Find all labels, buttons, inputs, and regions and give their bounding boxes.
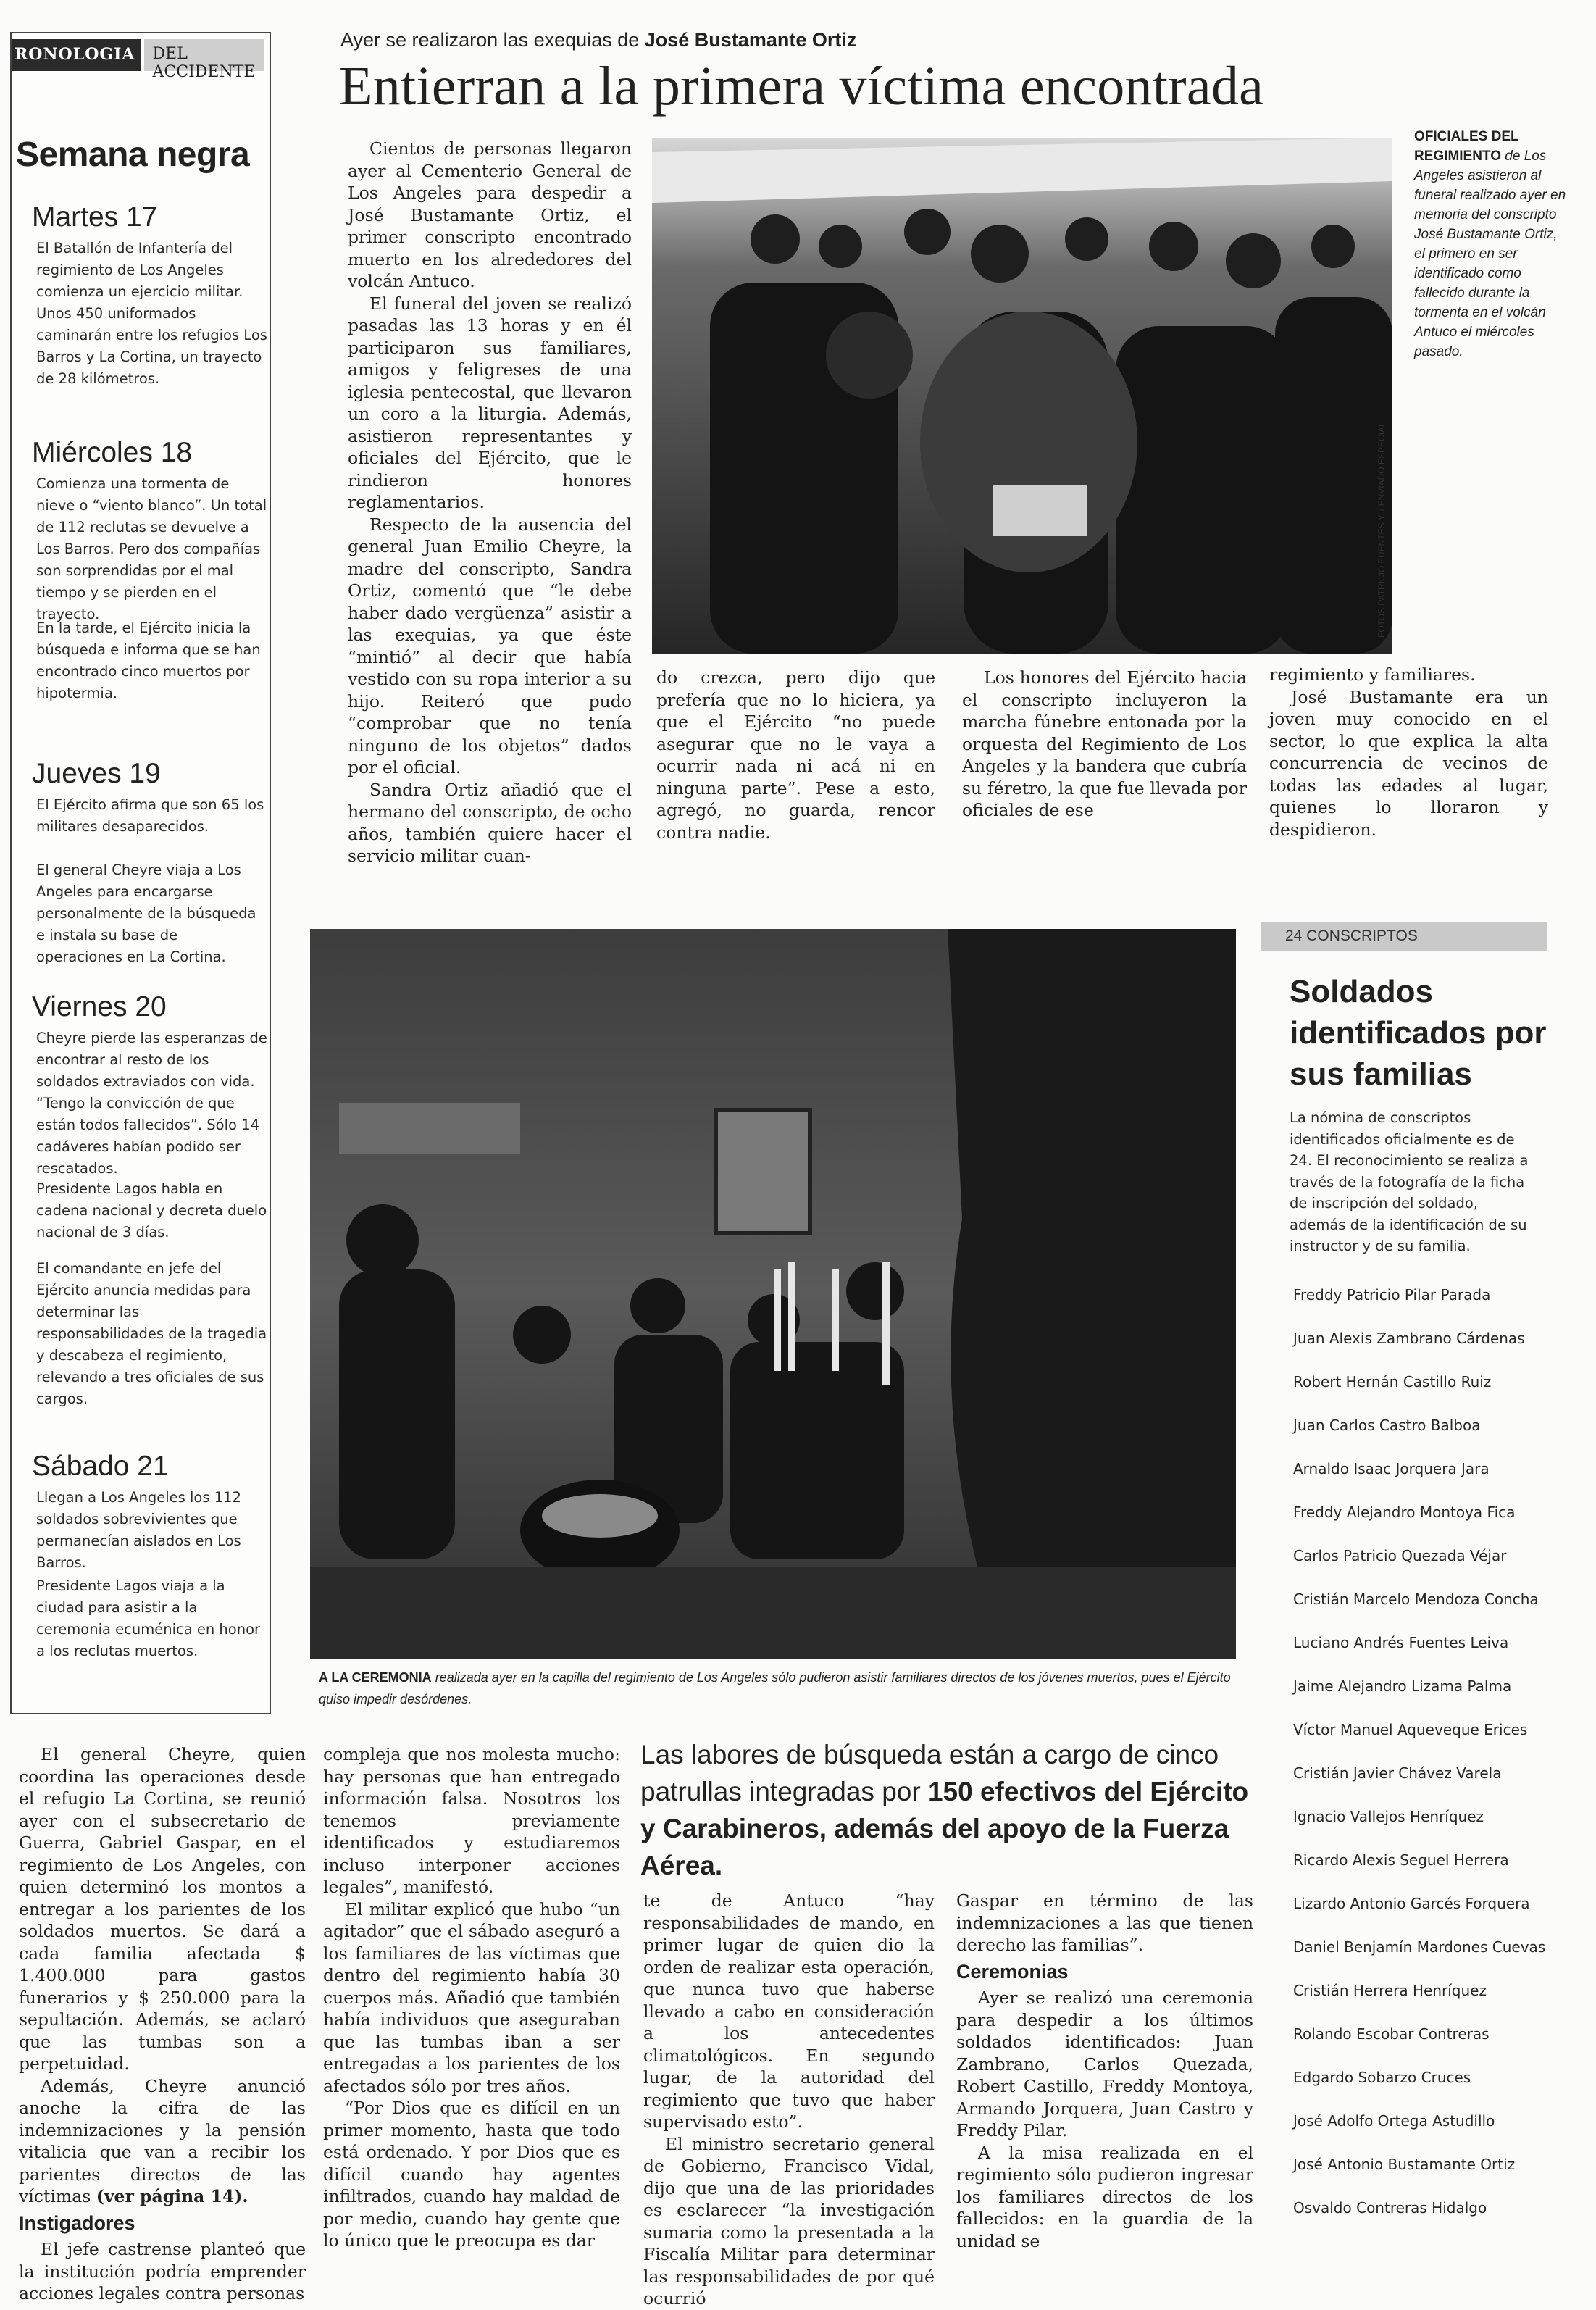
soldier-name: José Adolfo Ortega Astudillo [1293,2112,1495,2130]
soldier-name: Freddy Alejandro Montoya Fica [1293,1504,1516,1521]
day-entry: El comandante en jefe del Ejército anuncia medidas para determinar las responsabilidades de la tragedia y descabeza el regimiento, relevando a tres oficiales de sus cargos. [36,1260,267,1407]
pull-quote-bold: 150 efectivos del Ejército y Carabineros, además del apoyo de la Fuerza Aérea. [640,1777,1249,1880]
article-column-4 [1269,664,1548,841]
sidebar-tag [12,39,258,81]
paragraph: A la misa realizada en el regimiento sólo pudieron ingresar los familiares directos de los fallecidos: en la guardia de la unidad se [956,2142,1253,2251]
subhead: Ceremonias [956,1960,1069,1982]
soldier-name: Cristián Marcelo Mendoza Concha [1293,1590,1539,1608]
paragraph [19,2075,306,2208]
box-title: Soldados identificados por sus familias [1290,974,1547,1092]
day-heading: Jueves 19 [32,758,161,789]
kicker-name: José Bustamante Ortiz [644,29,857,51]
paragraph: El general Cheyre, quien coordina las operaciones desde el refugio La Cortina, se reunió ayer con el subsecretario de Guerra, Gabriel Gaspar, en el regimiento de Los Angeles, con quien determinó los montos a entregar a los parientes de los soldados muertos. Se dará a cada familia afectada $ 1.400.000 para gastos funerarios y $ 250.000 para la sepultación. Además, se aclaró que las tumbas son a perpetuidad. [19,1744,306,2074]
paragraph: compleja que nos molesta mucho: hay personas que han entregado información falsa. Nosotros los tenemos previamente identificados y estudiaremos incluso interponer acciones legales”, manifestó. [323,1744,620,1897]
lower-column-d [956,1890,1253,2251]
day-entry: Comienza una tormenta de nieve o “viento blanco”. Un total de 112 reclutas se devuelve a Los Barros. Pero dos compañías son sorprendidas por el mal tiempo y se pierden en el trayecto. [36,475,267,622]
soldier-name: Carlos Patricio Quezada Véjar [1293,1547,1507,1564]
paragraph: El funeral del joven se realizó pasadas las 13 horas y en él participaron sus familiares, amigos y feligreses de una iglesia pentecostal, que llevaron un coro a la liturgia. Además, asistieron representantes y oficiales del Ejército, que le rindieron honores reglamentarios. [348,293,632,512]
paragraph: te de Antuco “hay responsabilidades de mando, en primer lugar de quien dio la orden de realizar esta operación, que nunca tuvo que haberse llevado a cabo en consideración a los antecedentes climatológicos. En segundo lugar, de la autoridad del regimiento que tuvo que haber supervisado esto”. [643,1890,935,2132]
article-column-2 [656,667,935,843]
ceremony-photo-caption [319,1667,1239,1710]
caption-title: OFICIALES DEL REGIMIENTO [1414,129,1519,164]
soldier-name: Freddy Patricio Pilar Parada [1293,1286,1491,1304]
box-intro: La nómina de conscriptos identificados oficialmente es de 24. El reconocimiento se realiza a través de la fotografía de la ficha de inscripción del soldado, además de la identificación de su instructor y de su familia. [1290,1109,1529,1254]
ceremony-photo [310,929,1236,1659]
article-column-1 [348,138,632,867]
paragraph: Ayer se realizó una ceremonia para despedir a los últimos soldados identificados: Juan Zambrano, Carlos Quezada, Robert Castillo, Freddy Montoya, Armando Jorquera, Juan Castro y Freddy Pilar. [956,1988,1253,2140]
day-heading: Miércoles 18 [32,437,193,468]
soldier-name: Ricardo Alexis Seguel Herrera [1293,1851,1509,1869]
day-heading: Sábado 21 [32,1451,169,1482]
funeral-photo-caption [1414,127,1570,362]
lower-column-a [19,1743,306,2303]
paragraph: Respecto de la ausencia del general Juan Emilio Cheyre, la madre del conscripto, Sandra Ortiz, comentó que “le debe haber dado vergüenza” asistir a las exequias, ya que éste “mintió” al decir que había vestido con su ropa interior a su hijo. Reiteró que pudo “comprobar que no tenía ninguno de los objetos” dados por el oficial. [348,514,632,777]
soldier-name: Juan Alexis Zambrano Cárdenas [1293,1330,1525,1347]
pull-quote-plain: Las labores de búsqueda están a cargo de cinco patrullas integradas por [640,1740,1219,1806]
subhead: Instigadores [19,2211,135,2234]
soldier-name: Ignacio Vallejos Henríquez [1293,1808,1484,1825]
kicker [340,29,856,51]
day-entry: Presidente Lagos habla en cadena nacional y decreta duelo nacional de 3 días. [36,1180,267,1241]
day-entry: Cheyre pierde las esperanzas de encontrar al resto de los soldados extraviados con vida. “Tengo la convicción de que están todos fallecidos”. Sólo 14 cadáveres habían podido ser rescatados. [36,1030,267,1177]
soldier-name: Luciano Andrés Fuentes Leiva [1293,1634,1509,1651]
soldier-name: Edgardo Sobarzo Cruces [1293,2069,1471,2086]
caption-body: de Los Angeles asistieron al funeral realizado ayer en memoria del conscripto José Bustamante Ortiz, el primero en ser identificado como fallecido durante la tormenta en el volcán Antuco el miércoles pasado. [1414,149,1566,359]
day-entry: Llegan a Los Angeles los 112 soldados sobrevivientes que permanecían aislados en Los Barros. [36,1489,241,1571]
soldier-name: Daniel Benjamín Mardones Cuevas [1293,1938,1546,1956]
day-entry: El Ejército afirma que son 65 los militares desaparecidos. [36,796,264,835]
box-tag: 24 CONSCRIPTOS [1261,922,1547,951]
paragraph: El ministro secretario general de Gobierno, Francisco Vidal, dijo que una de las prioridades es esclarecer “la investigación sumaria como la presentada a la Fiscalía Militar para determinar las responsabilidades de por qué ocurrió [643,2133,935,2309]
paragraph: do crezca, pero dijo que prefería que no lo hiciera, ya que el Ejército “no puede asegurar que no le vaya a ocurrir nada ni acá ni en ninguna parte”. Pese a esto, agregó, no guarda, rencor contra nadie. [656,667,935,843]
page-reference: (ver página 14). [96,2186,248,2206]
headline: Entierran a la primera víctima encontrada [339,56,1264,117]
day-entry: En la tarde, el Ejército inicia la búsqueda e informa que se han encontrado cinco muertos por hipotermia. [36,620,261,701]
paragraph: El militar explicó que hubo “un agitador” que el sábado aseguró a los familiares de las víctimas que dentro del regimiento había 30 cuerpos más. Añadió que también había individuos que aseguraban que las tumbas iban a ser entregadas a los parientes de los afectados sólo por tres años. [323,1898,620,2096]
soldier-name: Víctor Manuel Aqueveque Erices [1293,1721,1528,1738]
soldier-name: Juan Carlos Castro Balboa [1293,1417,1481,1434]
day-heading: Martes 17 [32,201,158,233]
lower-column-c [643,1890,935,2309]
soldier-name: Rolando Escobar Contreras [1293,2025,1490,2043]
paragraph: José Bustamante era un joven muy conocido en el sector, lo que explica la alta concurrencia de vecinos de todas las edades al lugar, quienes lo lloraron y despidieron. [1269,686,1548,840]
funeral-photo [652,138,1392,654]
paragraph: Sandra Ortiz añadió que el hermano del conscripto, de ocho años, también quiere hacer el servicio militar cuan- [348,779,632,866]
caption-body: realizada ayer en la capilla del regimiento de Los Angeles sólo pudieron asistir familiares directos de los jóvenes muertos, pues el Ejército quiso impedir desórdenes. [319,1670,1231,1706]
lower-column-b [323,1743,620,2251]
paragraph: Los honores del Ejército hacia el conscripto incluyeron la marcha fúnebre entonada por la orquesta del Regimiento de Los Angeles y la bandera que cubría su féretro, la que fue llevada por oficiales de ese [962,667,1247,820]
sidebar-tag-dark: RONOLOGIA [12,39,141,71]
soldier-name: Lizardo Antonio Garcés Forquera [1293,1895,1530,1912]
pull-quote [640,1736,1263,1884]
day-entry: El general Cheyre viaja a Los Angeles para encargarse personalmente de la búsqueda e instala su base de operaciones en La Cortina. [36,862,256,965]
paragraph: Gaspar en término de las indemnizaciones a las que tienen derecho las familias”. [956,1890,1253,1955]
paragraph: regimiento y familiares. [1269,664,1476,685]
soldier-name: Cristián Javier Chávez Varela [1293,1764,1502,1782]
paragraph: “Por Dios que es difícil en un primer momento, hasta que todo está ordenado. Y por Dios que es difícil cuando hay agentes infiltrados, cuando hay maldad de por medio, cuando hay gente que lo único que le preocupa es dar [323,2098,620,2251]
sidebar-title: Semana negra [16,135,250,174]
day-heading: Viernes 20 [32,991,167,1022]
day-entry: El Batallón de Infantería del regimiento de Los Angeles comienza un ejercicio militar. Unos 450 uniformados caminarán entre los refugios Los Barros y La Cortina, un trayecto de 28 kilómetros. [36,240,267,387]
paragraph: Cientos de personas llegaron ayer al Cementerio General de Los Angeles para despedir a José Bustamante Ortiz, el primer conscripto encontrado muerto en los alrededores del volcán Antuco. [348,138,632,291]
soldier-name: José Antonio Bustamante Ortiz [1293,2156,1516,2173]
soldier-name: Arnaldo Isaac Jorquera Jara [1293,1460,1490,1477]
soldier-name: Jaime Alejandro Lizama Palma [1293,1677,1512,1695]
soldier-name: Osvaldo Contreras Hidalgo [1293,2199,1487,2217]
sidebar-tag-light: DEL ACCIDENTE [144,39,264,71]
soldier-name: Cristián Herrera Henríquez [1293,1982,1487,1999]
paragraph-text: Además, Cheyre anunció anoche la cifra de las indemnizaciones y la pensión vitalicia que van a recibir los parientes directos de las víctimas [19,2075,306,2206]
article-column-3 [962,667,1247,822]
photo-credit: FOTOS PATRICIO FUENTES Y. / ENVIADO ESPECIAL [1376,422,1387,638]
caption-title: A LA CEREMONIA [319,1670,432,1685]
day-entry: Presidente Lagos viaja a la ciudad para asistir a la ceremonia ecuménica en honor a los reclutas muertos. [36,1577,261,1659]
soldier-name: Robert Hernán Castillo Ruiz [1293,1373,1492,1390]
paragraph: El jefe castrense planteó que la institución podría emprender acciones legales contra personas [19,2239,306,2303]
chronology-sidebar [10,32,271,1714]
kicker-prefix: Ayer se realizaron las exequias de [340,29,640,51]
